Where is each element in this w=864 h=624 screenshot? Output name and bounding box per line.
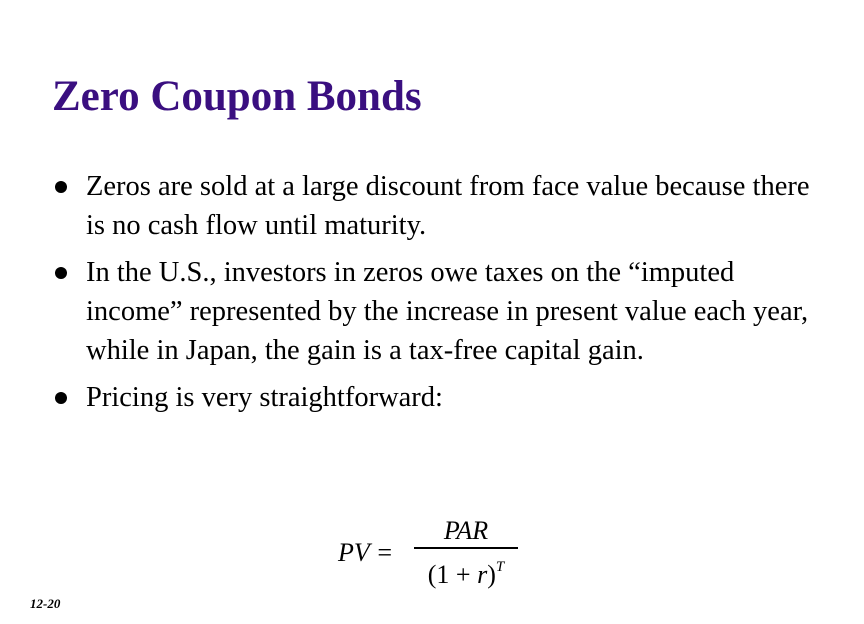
bullet-text: Zeros are sold at a large discount from face value because there is no cash flow until maturity. bbox=[86, 171, 810, 241]
bullet-text: In the U.S., investors in zeros owe taxes on the “imputed income” represented by the increase in present value each year, while in Japan, the gain is a tax-free capital gain. bbox=[86, 257, 809, 366]
denominator-open: (1 + bbox=[427, 560, 478, 589]
formula-denominator bbox=[414, 552, 518, 590]
formula-exponent: T bbox=[495, 559, 505, 575]
bullet-item bbox=[50, 378, 810, 417]
formula-numerator: PAR bbox=[443, 516, 489, 545]
formula-fraction bbox=[414, 516, 518, 590]
fraction-bar bbox=[414, 547, 518, 549]
bullet-dot-icon bbox=[55, 267, 67, 279]
bullet-dot-icon bbox=[55, 392, 67, 404]
bullet-item bbox=[50, 167, 810, 245]
slide-number: 12-20 bbox=[30, 596, 61, 611]
bullet-list bbox=[50, 167, 810, 425]
slide-title: Zero Coupon Bonds bbox=[52, 73, 422, 120]
denominator-close: ) bbox=[487, 560, 496, 589]
denominator-var: r bbox=[477, 560, 488, 589]
bullet-dot-icon bbox=[55, 181, 67, 193]
formula-lhs: PV = bbox=[338, 538, 394, 567]
bullet-text: Pricing is very straightforward: bbox=[86, 382, 443, 413]
bullet-item bbox=[50, 253, 810, 370]
